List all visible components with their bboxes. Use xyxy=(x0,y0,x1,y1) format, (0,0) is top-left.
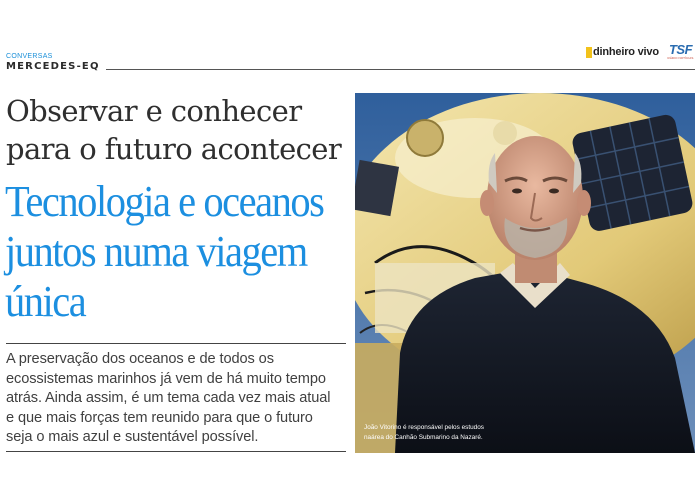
dinheiro-vivo-logo xyxy=(586,46,659,58)
headline-line: Tecnologia e oceanos xyxy=(5,177,324,226)
header-divider xyxy=(106,69,695,70)
lead-paragraph xyxy=(6,350,351,448)
kicker-headline xyxy=(6,92,346,168)
lead-line: ecossistemas marinhos já vem de há muito tempo xyxy=(6,370,326,387)
lead-line: atrás. Ainda assim, é um tema cada vez mais atual xyxy=(6,390,331,406)
section-kicker: CONVERSAS xyxy=(6,53,53,60)
kicker-line: para o futuro acontecer xyxy=(6,132,342,166)
lead-bottom-rule xyxy=(6,451,346,452)
brand-name: MERCEDES-EQ xyxy=(6,61,100,72)
page-header xyxy=(0,0,700,75)
tsf-wordmark: TSF xyxy=(668,42,693,57)
lead-line: e que mais forças tem reunido para que o futuro xyxy=(6,409,313,426)
kicker-line: Observar e conhecer xyxy=(6,94,302,128)
main-headline xyxy=(5,177,322,327)
lead-top-rule xyxy=(6,343,346,344)
headline-line: juntos numa viagem xyxy=(5,227,307,276)
photo-caption xyxy=(364,423,514,442)
article-photo xyxy=(355,93,695,453)
dinheiro-vivo-mark-icon xyxy=(586,47,592,58)
section-brand xyxy=(6,53,100,73)
caption-line: naárea do Canhão Submarino da Nazaré. xyxy=(364,433,483,441)
caption-line: João Vitorino é responsável pelos estudos xyxy=(364,424,484,431)
dinheiro-vivo-wordmark: dinheiro vivo xyxy=(593,46,659,58)
tsf-logo xyxy=(667,43,694,61)
tsf-subtitle: RÁDIO NOTÍCIAS xyxy=(667,56,694,60)
headline-line: única xyxy=(5,277,86,326)
portrait-illustration xyxy=(355,93,695,453)
lead-line: A preservação dos oceanos e de todos os xyxy=(6,351,274,367)
lead-line: seja o mais azul e sustentável possível. xyxy=(6,429,259,445)
